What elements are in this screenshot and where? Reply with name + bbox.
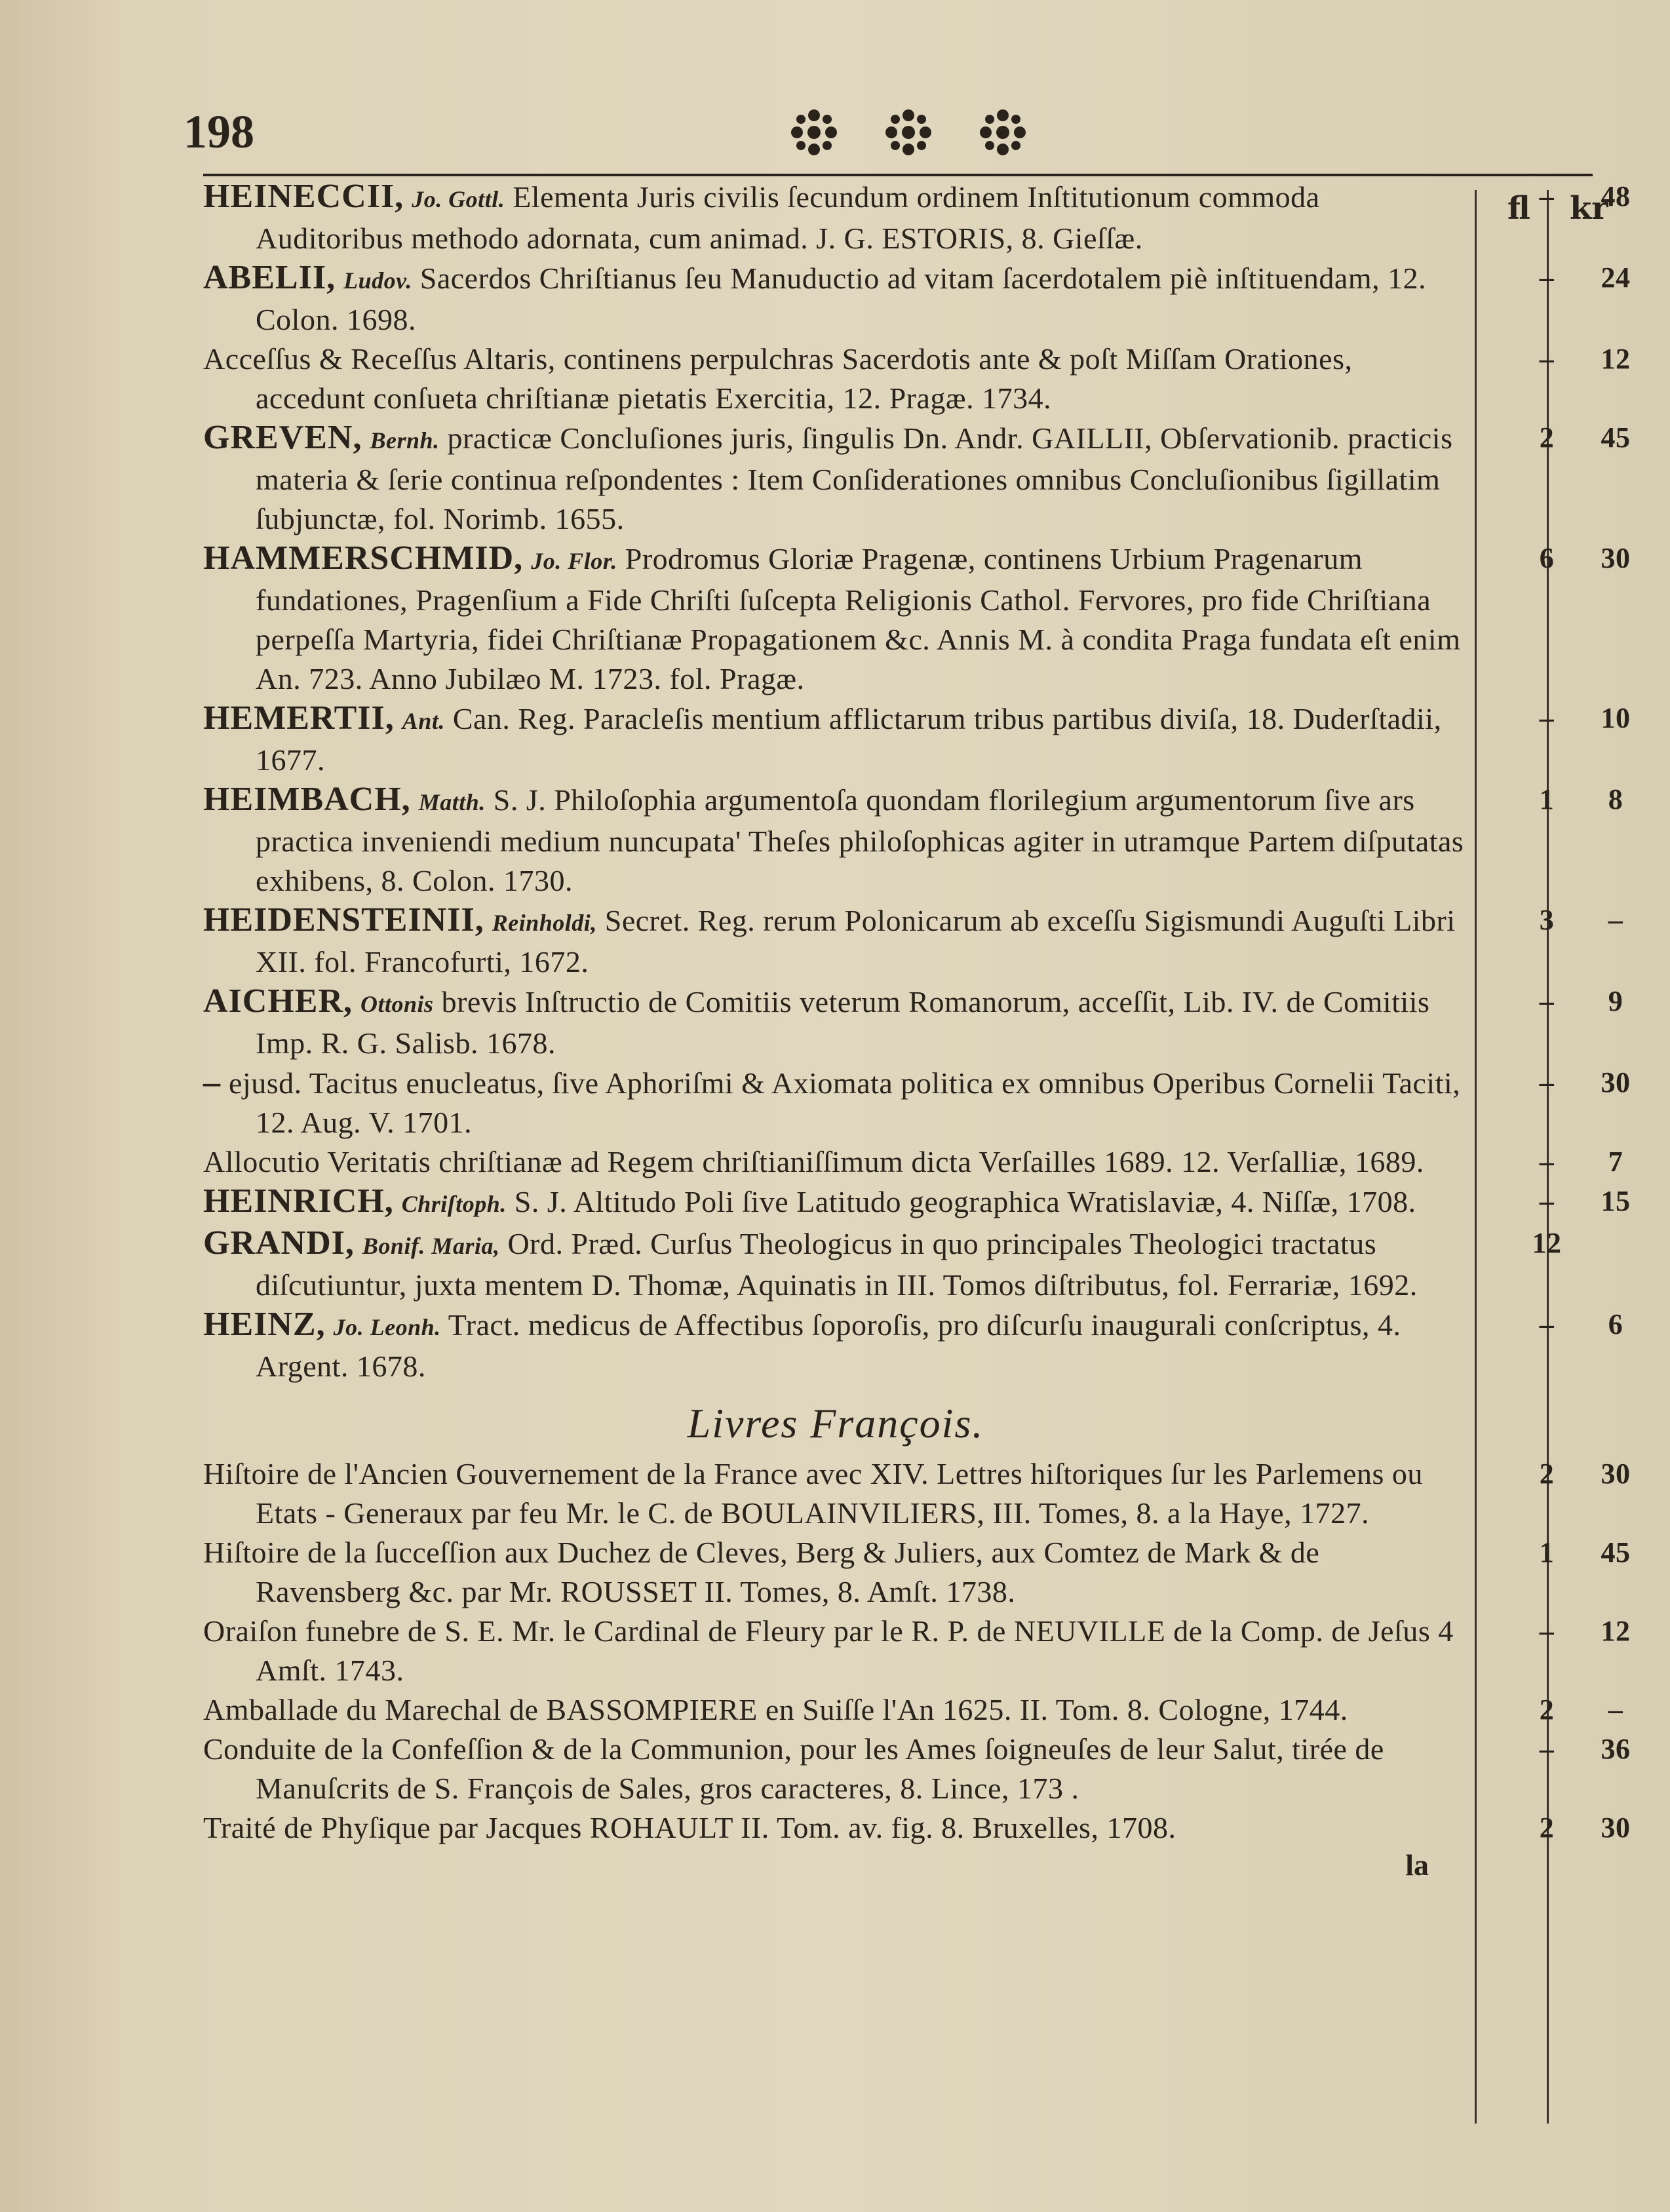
price-column-divider xyxy=(1475,190,1477,2124)
price-kreuzer: 30 xyxy=(1601,1458,1631,1490)
price-florin: – xyxy=(1539,1185,1555,1217)
price-florin: 1 xyxy=(1539,1536,1555,1568)
column-header-kr: kr xyxy=(1570,190,1608,227)
entry-text: S. J. Altitudo Poli ſive Latitudo geographica Wratislaviæ, 4. Niſſæ, 1708. xyxy=(514,1185,1416,1218)
floral-ornament-icon xyxy=(975,105,1030,160)
list-item xyxy=(203,1182,1631,1224)
list-item xyxy=(203,1730,1631,1808)
price-kreuzer: 45 xyxy=(1601,1536,1631,1568)
price-kreuzer: 36 xyxy=(1601,1733,1631,1765)
price-florin: – xyxy=(1539,985,1555,1017)
price-kreuzer: – xyxy=(1608,904,1623,936)
header-ornaments xyxy=(786,105,1030,160)
entry-text: Traité de Phyſique par Jacques ROHAULT II. Tom. av. fig. 8. Bruxelles, 1708. xyxy=(203,1811,1176,1844)
list-item xyxy=(203,699,1631,780)
price-florin: – xyxy=(1539,1066,1555,1098)
price-kreuzer: 30 xyxy=(1601,542,1631,574)
list-item xyxy=(203,1224,1562,1305)
price-kreuzer: 9 xyxy=(1608,985,1623,1017)
entry-text: Hiſtoire de la ſucceſſion aux Duchez de Cleves, Berg & Juliers, aux Comtez de Mark & de Ravensberg &c. par Mr. ROUSSET II. Tomes, 8. Amſt. 1738. xyxy=(203,1536,1320,1608)
entry-author: HEINRICH, xyxy=(203,1182,394,1220)
price-florin: 2 xyxy=(1539,1458,1555,1490)
entry-author: HEIDENSTEINII, xyxy=(203,901,484,939)
entry-author: GRANDI, xyxy=(203,1224,355,1262)
entry-author: – xyxy=(203,1064,221,1101)
list-item xyxy=(203,1063,1631,1142)
price-florin: – xyxy=(1539,1146,1555,1178)
entry-author: HEMERTII, xyxy=(203,699,395,737)
entry-author: HEINZ, xyxy=(203,1306,326,1343)
price-kreuzer: 48 xyxy=(1601,180,1631,212)
entry-forename: Matth. xyxy=(418,789,486,815)
entry-text: Acceſſus & Receſſus Altaris, continens perpulchras Sacerdotis ante & poſt Miſſam Orationes, accedunt conſueta chriſtianæ pietatis Exercitia, 12. Pragæ. 1734. xyxy=(203,342,1353,415)
price-florin: – xyxy=(1539,343,1555,375)
price-florin: 6 xyxy=(1539,542,1555,574)
entry-author: AICHER, xyxy=(203,982,353,1020)
entry-text: Can. Reg. Paracleſis mentium afflictarum tribus partibus diviſa, 18. Duderſtadii, 1677. xyxy=(256,702,1442,777)
entry-text: S. J. Philoſophia argumentoſa quondam florilegium argumentorum ſive ars practica inveniendi medium nuncupata' Theſes philoſophicas agiter in utramque Partem diſputatas exhibens, 8. Colon. 1730. xyxy=(256,783,1464,897)
entry-text: Conduite de la Confeſſion & de la Communion, pour les Ames ſoigneuſes de leur Salut, tirée de Manuſcrits de S. François de Sales, gros caracteres, 8. Lince, 173 . xyxy=(203,1732,1384,1805)
price-kreuzer: 30 xyxy=(1601,1812,1631,1844)
list-item xyxy=(203,1690,1623,1730)
header-rule xyxy=(203,174,1593,176)
list-item xyxy=(203,258,1631,340)
entry-forename: Jo. Flor. xyxy=(531,548,617,574)
list-item xyxy=(203,418,1631,539)
price-kreuzer: 10 xyxy=(1601,702,1631,734)
list-item xyxy=(203,780,1623,901)
entry-text: Tract. medicus de Affectibus ſoporoſis, pro diſcurſu inaugurali conſcriptus, 4. Argent. 1678. xyxy=(256,1308,1401,1383)
section-heading: Livres François. xyxy=(687,1400,984,1446)
price-florin: 2 xyxy=(1539,421,1555,454)
price-florin: 2 xyxy=(1539,1812,1555,1844)
list-item xyxy=(203,340,1631,418)
price-florin: – xyxy=(1539,180,1555,212)
entry-text: ejusd. Tacitus enucleatus, ſive Aphoriſmi & Axiomata politica ex omnibus Operibus Cornelii Taciti, 12. Aug. V. 1701. xyxy=(229,1066,1461,1139)
entry-forename: Jo. Gottl. xyxy=(412,186,505,212)
price-kreuzer: – xyxy=(1608,1694,1623,1726)
list-item xyxy=(203,1533,1631,1612)
entry-forename: Chriſtoph. xyxy=(401,1191,507,1217)
list-item xyxy=(203,1142,1623,1182)
entry-author: HEIMBACH, xyxy=(203,781,411,818)
price-florin: 1 xyxy=(1539,783,1555,815)
price-kreuzer: 24 xyxy=(1601,262,1631,294)
entry-text: Ord. Præd. Curſus Theologicus in quo principales Theologici tractatus diſcutiuntur, juxta mentem D. Thomæ, Aquinatis in III. Tomos diſtributus, fol. Ferrariæ, 1692. xyxy=(256,1227,1418,1302)
entry-text: Allocutio Veritatis chriſtianæ ad Regem chriſtianiſſimum dicta Verſailles 1689. 12. Verſalliæ, 1689. xyxy=(203,1145,1424,1178)
price-florin: 3 xyxy=(1539,904,1555,936)
price-florin: – xyxy=(1539,1733,1555,1765)
price-florin: – xyxy=(1539,1615,1555,1647)
entry-text: Secret. Reg. rerum Polonicarum ab exceſſu Sigismundi Auguſti Libri XII. fol. Francofurti, 1672. xyxy=(256,904,1456,979)
entry-forename: Ottonis xyxy=(360,991,434,1017)
list-item xyxy=(203,1454,1631,1533)
column-header-fl: fl xyxy=(1507,190,1530,227)
entry-forename: Ant. xyxy=(402,708,445,734)
price-florin: 2 xyxy=(1539,1694,1555,1726)
floral-ornament-icon xyxy=(881,105,936,160)
entry-forename: Bonif. Maria, xyxy=(362,1233,500,1259)
price-kreuzer: 7 xyxy=(1608,1146,1623,1178)
price-florin: – xyxy=(1539,1308,1555,1340)
price-florin: – xyxy=(1539,262,1555,294)
list-item xyxy=(203,1612,1631,1690)
entry-text: Amballade du Marechal de BASSOMPIERE en Suiſſe l'An 1625. II. Tom. 8. Cologne, 1744. xyxy=(203,1693,1348,1726)
price-kreuzer: 15 xyxy=(1601,1185,1631,1217)
entry-author: HAMMERSCHMID, xyxy=(203,539,524,577)
entry-text: Prodromus Gloriæ Pragenæ, continens Urbium Pragenarum fundationes, Pragenſium a Fide Chriſti ſuſcepta Religionis Cathol. Fervores, pro fide Chriſtiana perpeſſa Martyria, fidei Chriſtianæ Propagationem &c. Annis M. à condita Praga fundata eſt enim An. 723. Anno Jubilæo M. 1723. fol. Pragæ. xyxy=(256,542,1461,695)
entry-forename: Jo. Leonh. xyxy=(333,1314,441,1340)
page-header xyxy=(157,92,1599,170)
list-item xyxy=(203,1808,1631,1848)
entry-text: Hiſtoire de l'Ancien Gouvernement de la France avec XIV. Lettres hiſtoriques ſur les Parlemens ou Etats - Generaux par feu Mr. le C. de BOULAINVILIERS, III. Tomes, 8. a la Haye, 1727. xyxy=(203,1457,1423,1530)
list-item xyxy=(203,901,1623,982)
entry-text: Sacerdos Chriſtianus ſeu Manuductio ad vitam ſacerdotalem piè inſtituendam, 12. Colon. 1698. xyxy=(256,262,1427,336)
price-kreuzer: 6 xyxy=(1608,1308,1623,1340)
entry-author: ABELII, xyxy=(203,259,336,296)
price-kreuzer: 12 xyxy=(1601,1615,1631,1647)
list-item xyxy=(203,982,1623,1063)
page-number: 198 xyxy=(184,106,254,158)
entry-forename: Reinholdi, xyxy=(492,910,597,936)
entry-text: brevis Inſtructio de Comitiis veterum Romanorum, acceſſit, Lib. IV. de Comitiis Imp. R. G. Salisb. 1678. xyxy=(256,985,1430,1060)
entry-forename: Ludov. xyxy=(343,267,412,294)
entry-forename: Bernh. xyxy=(370,427,440,454)
list-item xyxy=(203,539,1631,699)
floral-ornament-icon xyxy=(786,105,842,160)
entry-text: practicæ Concluſiones juris, ſingulis Dn. Andr. GAILLII, Obſervationib. practicis materia & ſerie continua reſpondentes : Item Conſiderationes omnibus Concluſionibus ſigillatim ſubjunctæ, fol. Norimb. 1655. xyxy=(256,421,1453,535)
price-kreuzer: 45 xyxy=(1601,421,1631,454)
price-florin: 12 xyxy=(1532,1227,1562,1259)
entry-author: GREVEN, xyxy=(203,419,362,456)
entry-text: Oraiſon funebre de S. E. Mr. le Cardinal de Fleury par le R. P. de NEUVILLE de la Comp. de Jeſus 4 Amſt. 1743. xyxy=(203,1614,1454,1687)
entry-text: Elementa Juris civilis ſecundum ordinem Inſtitutionum commoda Auditoribus methodo adornata, cum animad. J. G. ESTORIS, 8. Gieſſæ. xyxy=(256,180,1320,255)
catchword: la xyxy=(1405,1848,1429,1882)
price-kreuzer: 12 xyxy=(1601,343,1631,375)
price-kreuzer: 30 xyxy=(1601,1066,1631,1098)
entry-author: HEINECCII, xyxy=(203,178,404,215)
list-item xyxy=(203,1305,1623,1386)
price-kreuzer: 8 xyxy=(1608,783,1623,815)
price-florin: – xyxy=(1539,702,1555,734)
